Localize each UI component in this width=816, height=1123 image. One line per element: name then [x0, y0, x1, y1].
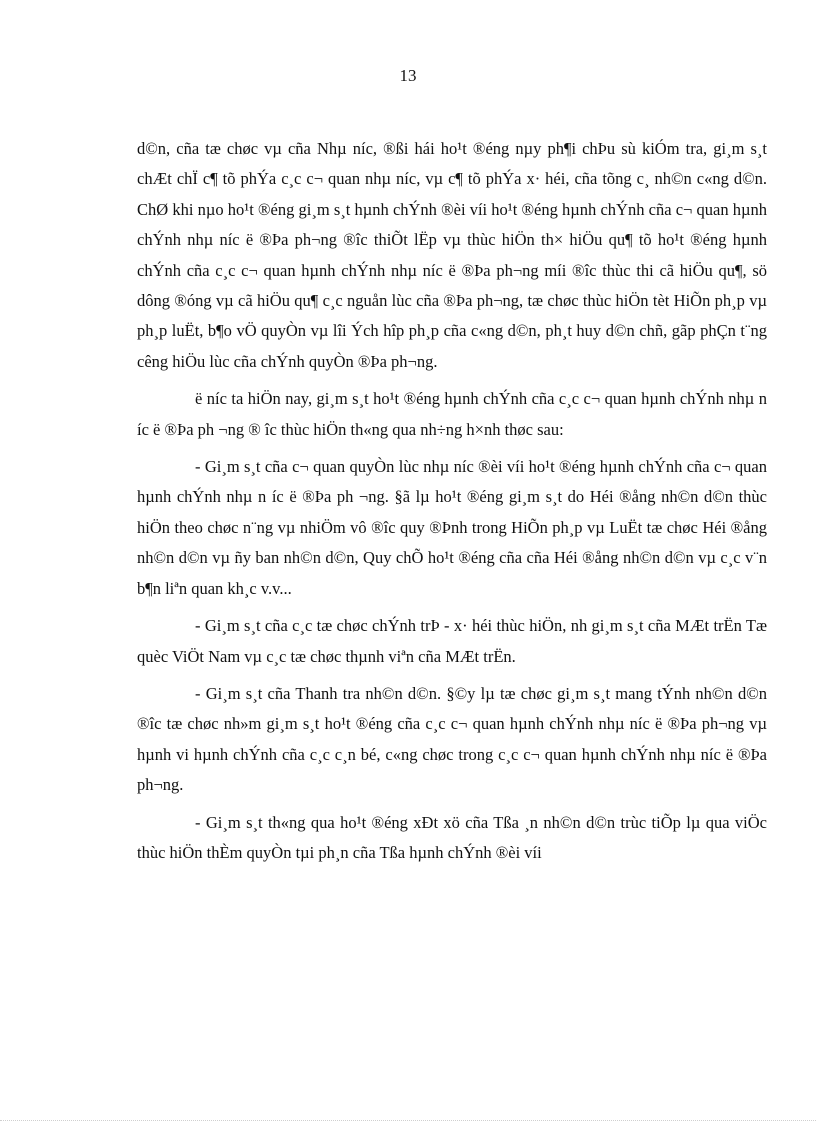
paragraph-2: ë níc ta hiÖn nay, gi¸m s¸t ho¹t ®éng hµnh chÝnh cña c¸c c¬ quan hµnh chÝnh nhµ n íc ë ®Þa ph ¬ng ® îc thùc hiÖn th«ng qua nh÷ng h×nh thøc sau:	[137, 389, 767, 439]
page-bottom-divider	[0, 1120, 816, 1121]
paragraph-1: d©n, cña tæ chøc vµ cña Nhµ níc, ®ßi hái ho¹t ®éng nµy ph¶i chÞu sù kiÓm tra, gi¸m s¸t chÆt chÏ c¶ tõ phÝa c¸c c¬ quan nhµ níc, vµ c¶ tõ phÝa x· héi, cña tõng c¸ nh©n c«ng d©n. ChØ khi nµo ho¹t ®éng gi¸m s¸t hµnh chÝnh ®èi víi ho¹t ®éng hµnh chÝnh cña c¬ quan hµnh chÝnh nhµ níc ë ®Þa ph¬ng ®îc thiÕt lËp vµ thùc hiÖn th× hiÖu qu¶ tõ ho¹t ®éng hµnh chÝnh cña c¸c c¬ quan hµnh chÝnh nhµ níc ë ®Þa ph¬ng míi ®îc thùc thi cã hiÖu qu¶, sö dông ®óng vµ cã hiÖu qu¶ c¸c nguån lùc cña ®Þa ph¬ng, tæ chøc thùc hiÖn tèt HiÕn ph¸p vµ ph¸p luËt, b¶o vÖ quyÒn vµ lîi Ých hîp ph¸p cña c«ng d©n, ph¸t huy d©n chñ, gãp phÇn t¨ng cêng hiÖu lùc cña chÝnh quyÒn ®Þa ph¬ng.	[137, 139, 767, 371]
paragraph-4: - Gi¸m s¸t cña c¸c tæ chøc chÝnh trÞ - x· héi thùc hiÖn, nh gi¸m s¸t cña MÆt trËn Tæ quèc ViÖt Nam vµ c¸c tæ chøc thµnh viªn cña MÆt trËn.	[137, 616, 767, 666]
paragraph-3: - Gi¸m s¸t cña c¬ quan quyÒn lùc nhµ níc ®èi víi ho¹t ®éng hµnh chÝnh cña c¬ quan hµnh chÝnh nhµ n íc ë ®Þa ph ¬ng. §ã lµ ho¹t ®éng gi¸m s¸t do Héi ®ång nh©n d©n thùc hiÖn theo chøc n¨ng vµ nhiÖm vô ®îc quy ®Þnh trong HiÕn ph¸p vµ LuËt tæ chøc Héi ®ång nh©n d©n vµ ñy ban nh©n d©n, Quy chÕ ho¹t ®éng cña cña Héi ®ång nh©n d©n vµ c¸c v¨n b¶n liªn quan kh¸c v.v...	[137, 457, 767, 598]
paragraph-5: - Gi¸m s¸t cña Thanh tra nh©n d©n. §©y lµ tæ chøc gi¸m s¸t mang tÝnh nh©n d©n ®îc tæ chøc nh»m gi¸m s¸t ho¹t ®éng cña c¸c c¬ quan hµnh chÝnh nhµ níc ë ®Þa ph¬ng vµ hµnh vi hµnh chÝnh cña c¸c c¸n bé, c«ng chøc trong c¸c c¬ quan hµnh chÝnh nhµ níc ë ®Þa ph¬ng.	[137, 683, 767, 795]
page-number: 13	[399, 66, 417, 85]
paragraph-6: - Gi¸m s¸t th«ng qua ho¹t ®éng xÐt xö cña Tßa ¸n nh©n d©n trùc tiÕp lµ qua viÖc thùc hiÖn thÈm quyÒn tµi ph¸n cña Tßa hµnh chÝnh ®èi víi	[137, 812, 767, 862]
body-text	[137, 134, 767, 875]
